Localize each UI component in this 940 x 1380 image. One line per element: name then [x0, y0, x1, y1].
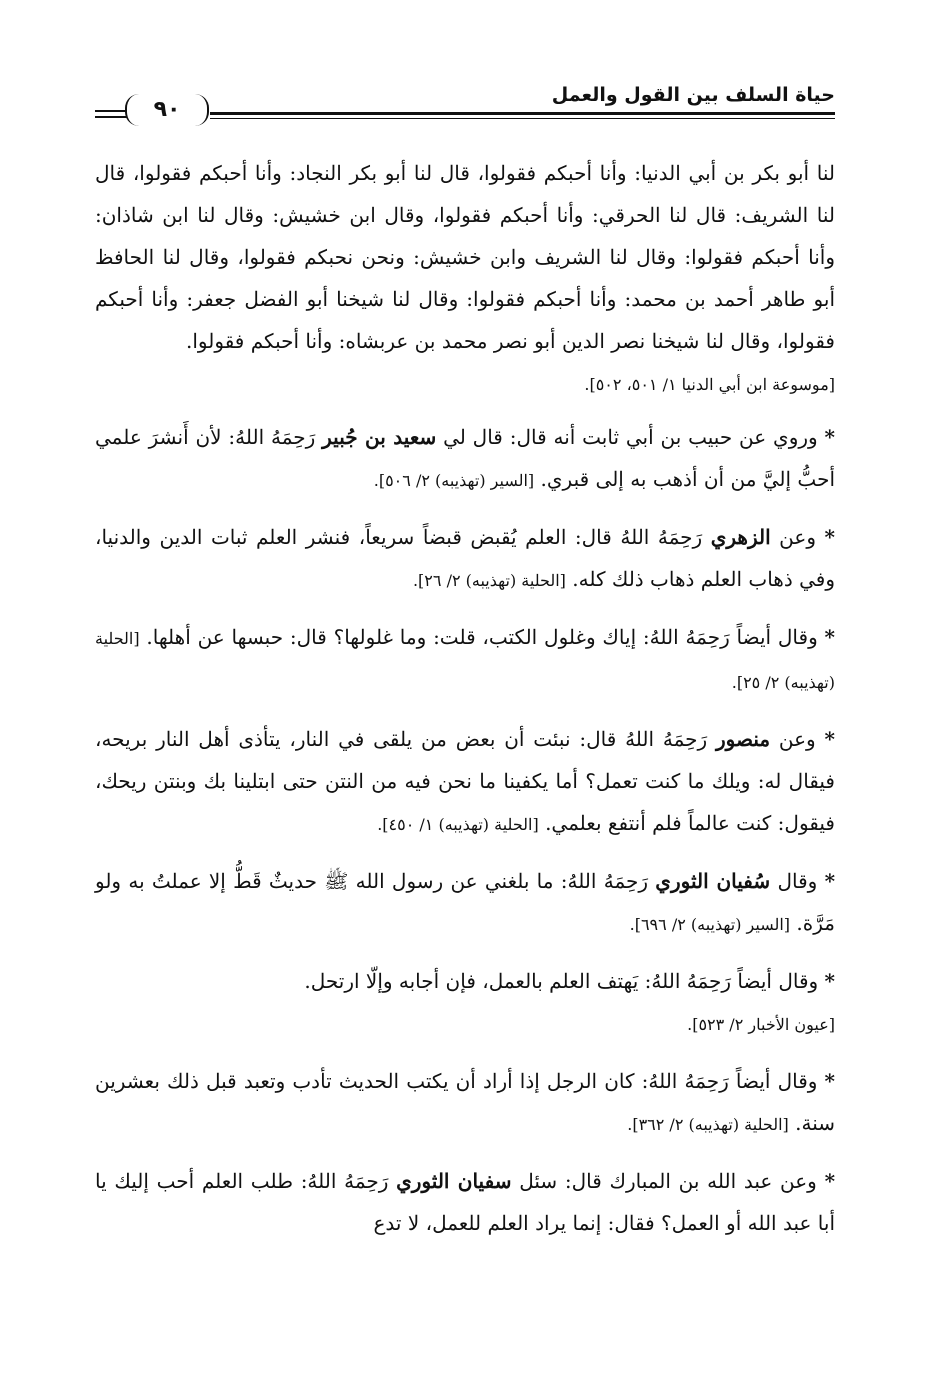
paragraph	[95, 1160, 835, 1244]
paragraph-text: رَحِمَهُ اللهُ: لأن أَنشرَ علمي أحبُّ إليَّ من أن أذهب به إلى قبري.	[95, 425, 835, 491]
citation: [السير (تهذيبه) ٢/ ٥٠٦].	[373, 471, 535, 490]
paragraph	[95, 616, 835, 704]
paragraph	[95, 516, 835, 602]
bold-name: سعيد بن جُبير	[322, 425, 437, 449]
paragraph-text: وعن عبد الله بن المبارك قال: سئل	[511, 1169, 817, 1193]
paragraph-text: لنا أبو بكر بن أبي الدنيا: وأنا أحبكم فقولوا، قال لنا أبو بكر النجاد: وأنا أحبكم فقولوا، قال لنا الشريف: قال لنا الحرقي: وأنا أحبكم فقولوا، وقال ابن خشيش: وقال لنا ابن شاذان: وأنا أحبكم فقولوا: وقال لنا الشريف وابن خشيش: ونحن نحبكم فقولوا، وقال لنا الحافظ أبو طاهر أحمد بن محمد: وأنا أحبكم فقولوا: وقال لنا شيخنا أبو الفضل جعفر: وأنا أحبكم فقولوا، وقال لنا شيخنا نصر الدين أبو نصر محمد بن عربشاه: وأنا أحبكم فقولوا.	[95, 161, 835, 353]
page-number: ٩٠	[125, 94, 209, 126]
bullet-asterisk: *	[824, 525, 835, 549]
bullet-asterisk: *	[824, 727, 835, 751]
bold-name: سفيان الثوري	[396, 1169, 512, 1193]
ornament-dash	[95, 110, 127, 112]
paragraph-text: وقال أيضاً رَحِمَهُ اللهُ: كان الرجل إذا أراد أن يكتب الحديث تأدب وتعبد قبل ذلك بعشرين سنة.	[95, 1069, 835, 1135]
citation: [الحلية (تهذيبه) ٢/ ٢٥].	[95, 629, 835, 692]
citation: [الحلية (تهذيبه) ٢/ ٣٦٢].	[627, 1115, 789, 1134]
bold-name: سُفيان الثوري	[655, 869, 771, 893]
paragraph	[95, 718, 835, 846]
paragraph	[95, 1060, 835, 1146]
paragraph-text: رَحِمَهُ اللهُ قال: نبئت أن بعض من يلقى في النار، يتأذى أهل النار بريحه، فيقال له: ويلك ما كنت تعمل؟ أما يكفينا ما نحن فيه من النتن حتى ابتلينا بك وبنتن ريحك، فيقول: كنت عالماً فلم أنتفع بعلمي.	[95, 727, 835, 835]
bold-name: منصور	[716, 727, 771, 751]
bullet-asterisk: *	[824, 625, 836, 649]
page-number-frame	[95, 86, 210, 126]
paragraph-text: رَحِمَهُ اللهُ قال: العلم يُقبض قبضاً سريعاً، فنشر العلم ثبات الدين والدنيا، وفي ذهاب العلم ذهاب ذلك كله.	[95, 525, 835, 591]
page-header	[95, 72, 835, 132]
paragraph	[95, 416, 835, 502]
bullet-asterisk: *	[824, 1069, 836, 1093]
citation: [موسوعة ابن أبي الدنيا ١/ ٥٠١، ٥٠٢].	[584, 375, 835, 394]
paragraph-text: وروي عن حبيب بن أبي ثابت أنه قال: قال لي	[436, 425, 818, 449]
paragraph	[95, 960, 835, 1046]
paragraph-text: وقال أيضاً رَحِمَهُ اللهُ: إياك وغلول الكتب، قلت: وما غلولها؟ قال: حبسها عن أهلها.	[146, 625, 818, 649]
bold-name: الزهري	[710, 525, 771, 549]
citation: [السير (تهذيبه) ٢/ ٦٩٦].	[629, 915, 791, 934]
paragraph-text: وقال	[770, 869, 818, 893]
citation: [الحلية (تهذيبه) ٢/ ٢٦].	[412, 571, 566, 590]
page-body	[95, 152, 835, 1258]
bullet-asterisk: *	[824, 425, 835, 449]
citation: [الحلية (تهذيبه) ١/ ٤٥٠].	[377, 815, 539, 834]
running-title: حياة السلف بين القول والعمل	[551, 84, 835, 106]
bullet-asterisk: *	[824, 969, 835, 993]
paragraph-text: رَحِمَهُ اللهُ: ما بلغني عن رسول الله ﷺ حديثٌ قَطُّ إلا عملتُ به ولو مَرَّة.	[95, 869, 835, 935]
paragraph-text: وعن	[770, 525, 816, 549]
paragraph	[95, 152, 835, 406]
paragraph-text: رَحِمَهُ اللهُ: طلب العلم أحب إليك يا أبا عبد الله أو العمل؟ فقال: إنما يراد العلم للعمل، لا تدع	[95, 1169, 835, 1235]
citation: [عيون الأخبار ٢/ ٥٢٣].	[687, 1015, 835, 1034]
bullet-asterisk: *	[824, 1169, 836, 1193]
paragraph-text: وعن	[770, 727, 816, 751]
paragraph	[95, 860, 835, 946]
bullet-asterisk: *	[824, 869, 836, 893]
paragraph-text: وقال أيضاً رَحِمَهُ اللهُ: يَهتف العلم بالعمل، فإن أجابه وإلّا ارتحل.	[304, 969, 819, 993]
ornament-dash	[95, 116, 127, 118]
